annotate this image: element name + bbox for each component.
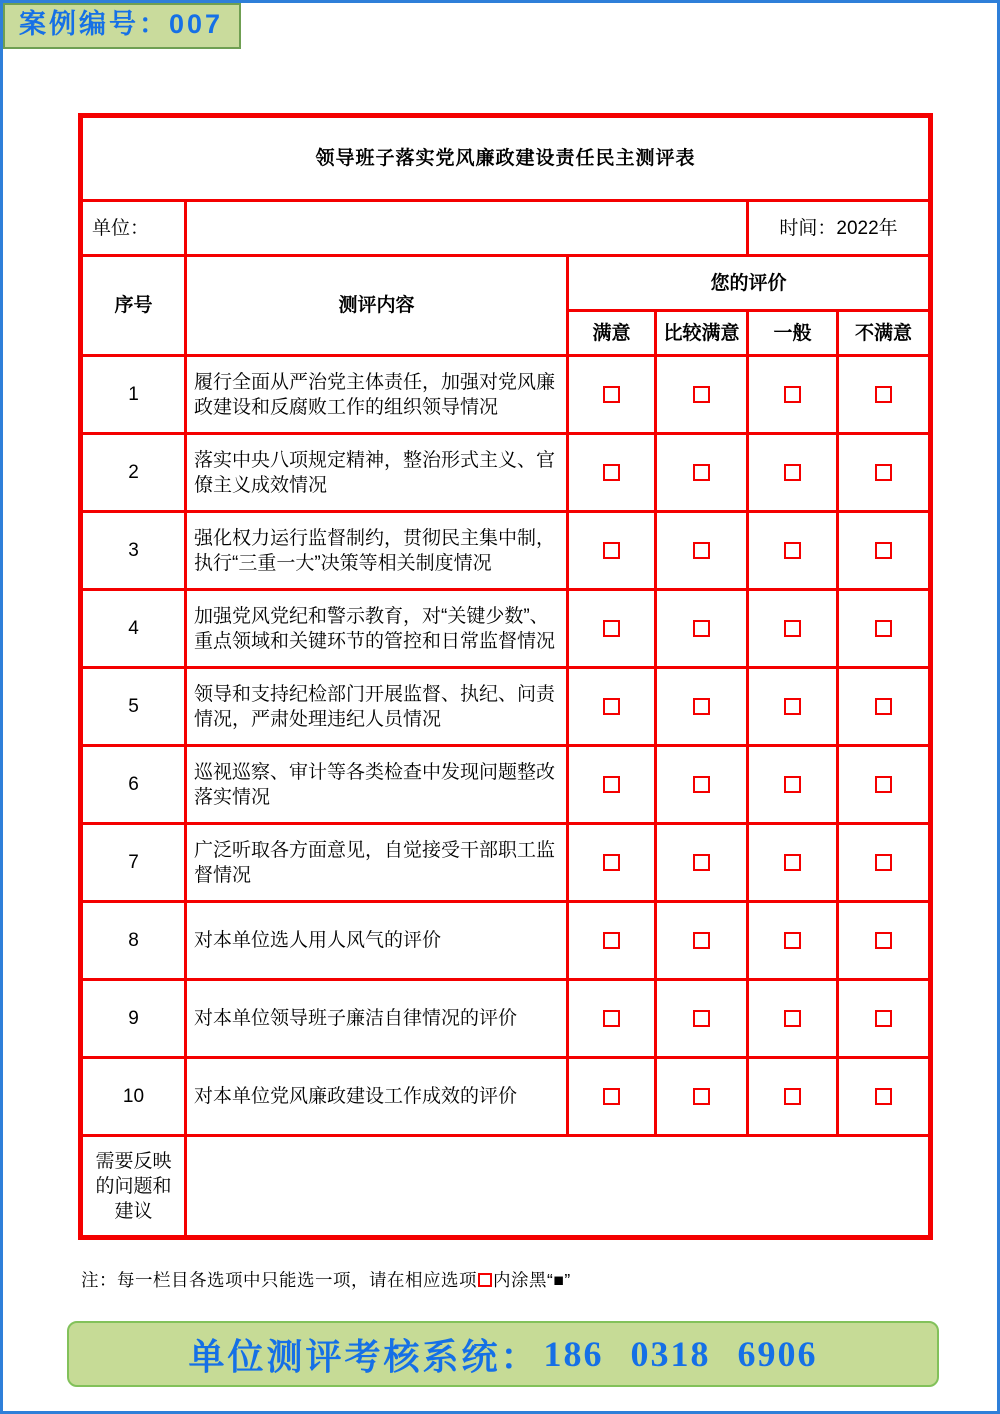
feedback-row (81, 1136, 931, 1238)
checkbox-unsatisfied[interactable] (875, 1010, 892, 1027)
footer-phone-number: 186 0318 6906 (543, 1334, 818, 1374)
header-row-top (81, 256, 931, 311)
unit-label: 单位： (81, 201, 186, 256)
row-number: 8 (81, 902, 186, 980)
checkbox-satisfied[interactable] (603, 464, 620, 481)
checkbox-satisfied[interactable] (603, 620, 620, 637)
checkbox-cell (838, 824, 931, 902)
checkbox-cell (656, 1058, 748, 1136)
checkbox-cell (838, 1058, 931, 1136)
checkbox-cell (656, 356, 748, 434)
checkbox-cell (748, 512, 838, 590)
table-row (81, 980, 931, 1058)
checkbox-average[interactable] (784, 776, 801, 793)
checkbox-average[interactable] (784, 386, 801, 403)
checkbox-cell (656, 590, 748, 668)
checkbox-cell (568, 590, 656, 668)
checkbox-average[interactable] (784, 932, 801, 949)
checkbox-fairly-satisfied[interactable] (693, 542, 710, 559)
row-number: 7 (81, 824, 186, 902)
col-header-content: 测评内容 (186, 256, 568, 356)
checkbox-cell (656, 668, 748, 746)
col-header-fairly-satisfied: 比较满意 (656, 311, 748, 356)
row-number: 5 (81, 668, 186, 746)
checkbox-cell (656, 980, 748, 1058)
table-row (81, 512, 931, 590)
checkbox-satisfied[interactable] (603, 1088, 620, 1105)
checkbox-cell (568, 746, 656, 824)
checkbox-unsatisfied[interactable] (875, 620, 892, 637)
table-row (81, 1058, 931, 1136)
checkbox-cell (656, 746, 748, 824)
checkbox-cell (656, 902, 748, 980)
meta-row (81, 201, 931, 256)
checkbox-average[interactable] (784, 854, 801, 871)
checkbox-cell (748, 590, 838, 668)
row-content: 巡视巡察、审计等各类检查中发现问题整改落实情况 (186, 746, 568, 824)
checkbox-fairly-satisfied[interactable] (693, 1088, 710, 1105)
checkbox-unsatisfied[interactable] (875, 1088, 892, 1105)
checkbox-cell (748, 356, 838, 434)
checkbox-cell (748, 746, 838, 824)
col-header-unsatisfied: 不满意 (838, 311, 931, 356)
row-content: 领导和支持纪检部门开展监督、执纪、问责情况，严肃处理违纪人员情况 (186, 668, 568, 746)
feedback-input-cell[interactable] (186, 1136, 931, 1238)
checkbox-average[interactable] (784, 464, 801, 481)
checkbox-cell (568, 512, 656, 590)
checkbox-cell (748, 668, 838, 746)
row-number: 6 (81, 746, 186, 824)
checkbox-cell (838, 668, 931, 746)
checkbox-satisfied[interactable] (603, 776, 620, 793)
checkbox-fairly-satisfied[interactable] (693, 620, 710, 637)
checkbox-satisfied[interactable] (603, 854, 620, 871)
col-header-index: 序号 (81, 256, 186, 356)
checkbox-average[interactable] (784, 620, 801, 637)
col-header-satisfied: 满意 (568, 311, 656, 356)
row-number: 2 (81, 434, 186, 512)
checkbox-cell (656, 824, 748, 902)
row-content: 对本单位选人用人风气的评价 (186, 902, 568, 980)
checkbox-cell (748, 902, 838, 980)
col-header-average: 一般 (748, 311, 838, 356)
checkbox-cell (748, 1058, 838, 1136)
checkbox-unsatisfied[interactable] (875, 776, 892, 793)
checkbox-average[interactable] (784, 542, 801, 559)
checkbox-cell (568, 668, 656, 746)
table-row (81, 590, 931, 668)
checkbox-cell (568, 1058, 656, 1136)
checkbox-average[interactable] (784, 698, 801, 715)
checkbox-cell (748, 980, 838, 1058)
row-number: 10 (81, 1058, 186, 1136)
row-content: 对本单位领导班子廉洁自律情况的评价 (186, 980, 568, 1058)
feedback-label: 需要反映的问题和建议 (81, 1136, 186, 1238)
checkbox-fairly-satisfied[interactable] (693, 464, 710, 481)
table-row (81, 824, 931, 902)
checkbox-fairly-satisfied[interactable] (693, 1010, 710, 1027)
checkbox-cell (568, 980, 656, 1058)
checkbox-cell (568, 824, 656, 902)
table-row (81, 356, 931, 434)
footnote-suffix: 内涂黑“■” (493, 1270, 571, 1290)
checkbox-satisfied[interactable] (603, 542, 620, 559)
checkbox-cell (838, 980, 931, 1058)
title-row (81, 116, 931, 201)
checkbox-cell (656, 434, 748, 512)
checkbox-fairly-satisfied[interactable] (693, 854, 710, 871)
checkbox-average[interactable] (784, 1010, 801, 1027)
checkbox-fairly-satisfied[interactable] (693, 698, 710, 715)
col-header-rating-group: 您的评价 (568, 256, 931, 311)
checkbox-unsatisfied[interactable] (875, 542, 892, 559)
checkbox-fairly-satisfied[interactable] (693, 776, 710, 793)
checkbox-unsatisfied[interactable] (875, 698, 892, 715)
checkbox-unsatisfied[interactable] (875, 932, 892, 949)
table-row (81, 902, 931, 980)
time-label: 时间：2022年 (748, 201, 931, 256)
checkbox-cell (838, 590, 931, 668)
case-number-badge: 案例编号：007 (3, 3, 241, 49)
row-number: 9 (81, 980, 186, 1058)
checkbox-cell (838, 356, 931, 434)
row-number: 1 (81, 356, 186, 434)
row-content: 对本单位党风廉政建设工作成效的评价 (186, 1058, 568, 1136)
checkbox-cell (656, 512, 748, 590)
table-row (81, 668, 931, 746)
checkbox-fairly-satisfied[interactable] (693, 932, 710, 949)
checkbox-cell (838, 512, 931, 590)
checkbox-cell (568, 356, 656, 434)
footer-system-banner (67, 1321, 939, 1387)
footnote-prefix: 注：每一栏目各选项中只能选一项，请在相应选项 (81, 1270, 477, 1290)
row-content: 落实中央八项规定精神，整治形式主义、官僚主义成效情况 (186, 434, 568, 512)
unit-value-cell[interactable] (186, 201, 748, 256)
checkbox-satisfied[interactable] (603, 1010, 620, 1027)
row-content: 广泛听取各方面意见，自觉接受干部职工监督情况 (186, 824, 568, 902)
table-row (81, 746, 931, 824)
footnote (81, 1268, 571, 1292)
row-content: 加强党风党纪和警示教育，对“关键少数”、重点领域和关键环节的管控和日常监督情况 (186, 590, 568, 668)
checkbox-unsatisfied[interactable] (875, 854, 892, 871)
checkbox-cell (748, 434, 838, 512)
checkbox-fairly-satisfied[interactable] (693, 386, 710, 403)
form-title: 领导班子落实党风廉政建设责任民主测评表 (81, 116, 931, 201)
checkbox-satisfied[interactable] (603, 932, 620, 949)
evaluation-form-table (78, 113, 933, 1240)
row-content: 履行全面从严治党主体责任，加强对党风廉政建设和反腐败工作的组织领导情况 (186, 356, 568, 434)
row-content: 强化权力运行监督制约，贯彻民主集中制，执行“三重一大”决策等相关制度情况 (186, 512, 568, 590)
table-row (81, 434, 931, 512)
footer-system-label: 单位测评考核系统： (188, 1335, 540, 1377)
checkbox-cell (838, 746, 931, 824)
row-number: 3 (81, 512, 186, 590)
checkbox-cell (568, 434, 656, 512)
checkbox-cell (838, 902, 931, 980)
checkbox-cell (838, 434, 931, 512)
checkbox-average[interactable] (784, 1088, 801, 1105)
red-checkbox-glyph (478, 1273, 492, 1287)
row-number: 4 (81, 590, 186, 668)
checkbox-cell (568, 902, 656, 980)
checkbox-satisfied[interactable] (603, 386, 620, 403)
checkbox-unsatisfied[interactable] (875, 464, 892, 481)
checkbox-unsatisfied[interactable] (875, 386, 892, 403)
checkbox-satisfied[interactable] (603, 698, 620, 715)
checkbox-cell (748, 824, 838, 902)
